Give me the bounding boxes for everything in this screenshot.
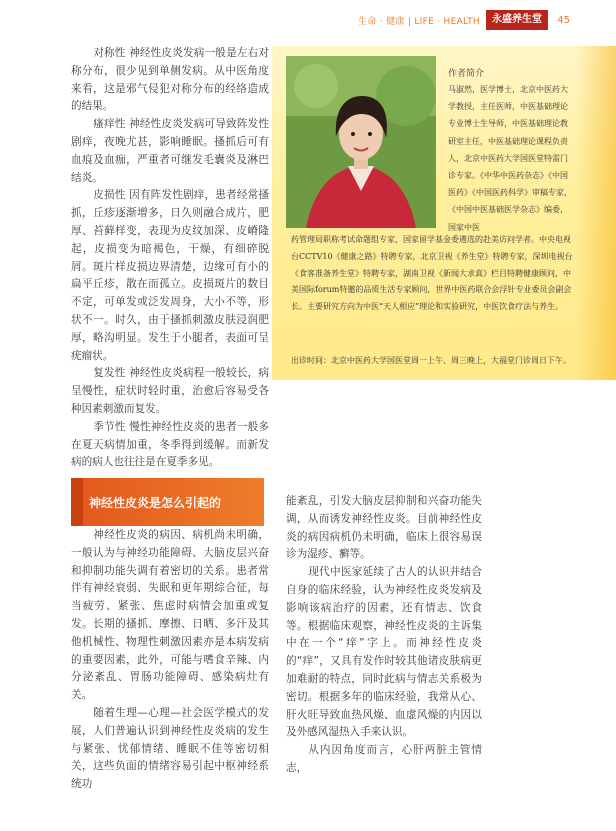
paragraph: 皮损性 因有阵发性剧痒，患者经常搔抓，丘疹逐渐增多，日久则融合成片，肥厚、苔藓样变，表现为皮纹加深、皮嵴隆起，皮损变为暗褐色，干燥，有细碎脱屑。斑片样皮损边界清楚，边缘可有小的扁平丘疹，散在而孤立。皮损斑片的数目不定，可单发或泛发周身，大小不等，形状不一。时久，由于搔抓刺激皮肤浸润肥厚，略沟明显。发生于小腿者，表面可呈疣瘤状。 [71,189,269,362]
paragraph: 瘙痒性 神经性皮炎发病可导致阵发性剧痒，夜晚尤甚，影响睡眠。搔抓后可有血痕及血痂，严重者可继发毛囊炎及淋巴结炎。 [71,118,269,184]
author-bio-part2: 药管理局职称考试命题组专家，国家留学基金委遴选的赴美访问学者。中央电视台CCTV10《健康之路》特聘专家，北京卫视《养生堂》特聘专家，深圳电视台《食客准备养生堂》特聘专家，湖南卫视《新闻大求真》栏目特聘健康顾问，中美国际forum特邀的品质生活专家顾问，世界中医药联合会浮针专业委员会副会长。主要研究方向为中医“天人相应”理论和实验研究，中医饮食疗法与养生。 [291,235,573,312]
paragraph: 复发性 神经性皮炎病程一般较长，病呈慢性，症状时轻时重，治愈后容易受各种因素刺激而复发。 [71,367,269,415]
paragraph: 随着生理—心理—社会医学模式的发展，人们普遍认识到神经性皮炎病的发生与紧张、忧郁情绪、睡眠不佳等密切相关，这些负面的情绪容易引起中枢神经系统功 [71,706,269,791]
paragraph: 能紊乱，引发大脑皮层抑制和兴奋功能失调，从而诱发神经性皮炎。目前神经性皮炎的病因病机仍未明确，临床上很容易误诊为湿疹、癣等。 [286,495,482,561]
magazine-logo: 永盛养生堂 [486,10,548,30]
author-bio-part1: 马淑然，医学博士，北京中医药大学教授，主任医师，中医基础理论专业博士生导师，中医基础理论教研室主任，中医基础理论课程负责人，北京中医药大学国医堂特需门诊专家。《中华中医药杂志》《中国医药》《中国医药科学》审稿专家，《中国中医基础医学杂志》编委，国家中医 [448,85,572,232]
paragraph: 从内因角度而言，心肝两脏主管情志， [286,744,482,774]
paragraph: 对称性 神经性皮炎发病一般是左右对称分布，很少见到单侧发病。从中医角度来看，这是邪气侵犯对称分布的经络造成的结果。 [71,47,269,113]
author-photo [286,56,436,228]
page-header [0,0,616,40]
section-title: 神经性皮炎是怎么引起的 [89,496,222,510]
section-label: 生命 · 健康 | LIFE · HEALTH [357,17,480,27]
clinic-hours: 出诊时间：北京中医药大学国医堂周一上午、周三晚上，大福堂门诊周日下午。 [291,356,571,365]
paragraph: 现代中医家延续了古人的认识并结合自身的临床经验，认为神经性皮炎发病及影响该病治疗的因素，还有情志、饮食等。根据临床观察，神经性皮炎的主诉集中在一个“痒”字上。而神经性皮炎的“痒”，又具有发作时较其他诸皮肤病更加难耐的特点，同时此病与情志关系极为密切。根据多年的临床经验，我常从心、肝火旺导致血热风燥、血虚风燥的内因以及外感风湿热入手来认识。 [286,566,482,739]
column-2-text [71,527,269,794]
paragraph: 季节性 慢性神经性皮炎的患者一般多在夏天病情加重，冬季得到缓解。而新发病的病人也往往是在夏季多见。 [71,420,269,469]
column-3-text [286,493,482,778]
portrait-image [286,56,436,228]
section-banner [71,478,264,526]
column-1-text [71,45,269,472]
paragraph: 神经性皮炎的病因、病机尚未明确，一般认为与神经功能障碍、大脑皮层兴奋和抑制功能失调有着密切的关系。患者常伴有神经衰弱、失眠和更年期综合征，每当疲劳、紧张、焦虑时病情会加重或复发。长期的搔抓、摩擦、日晒、多汗及其他机械性、物理性刺激因素亦是本病发病的重要因素，此外，可能与嗜食辛辣、内分泌紊乱、胃肠功能障碍、感染病灶有关。 [71,529,269,702]
author-heading: 作者简介 [448,69,485,79]
page-number: 45 [557,15,570,26]
